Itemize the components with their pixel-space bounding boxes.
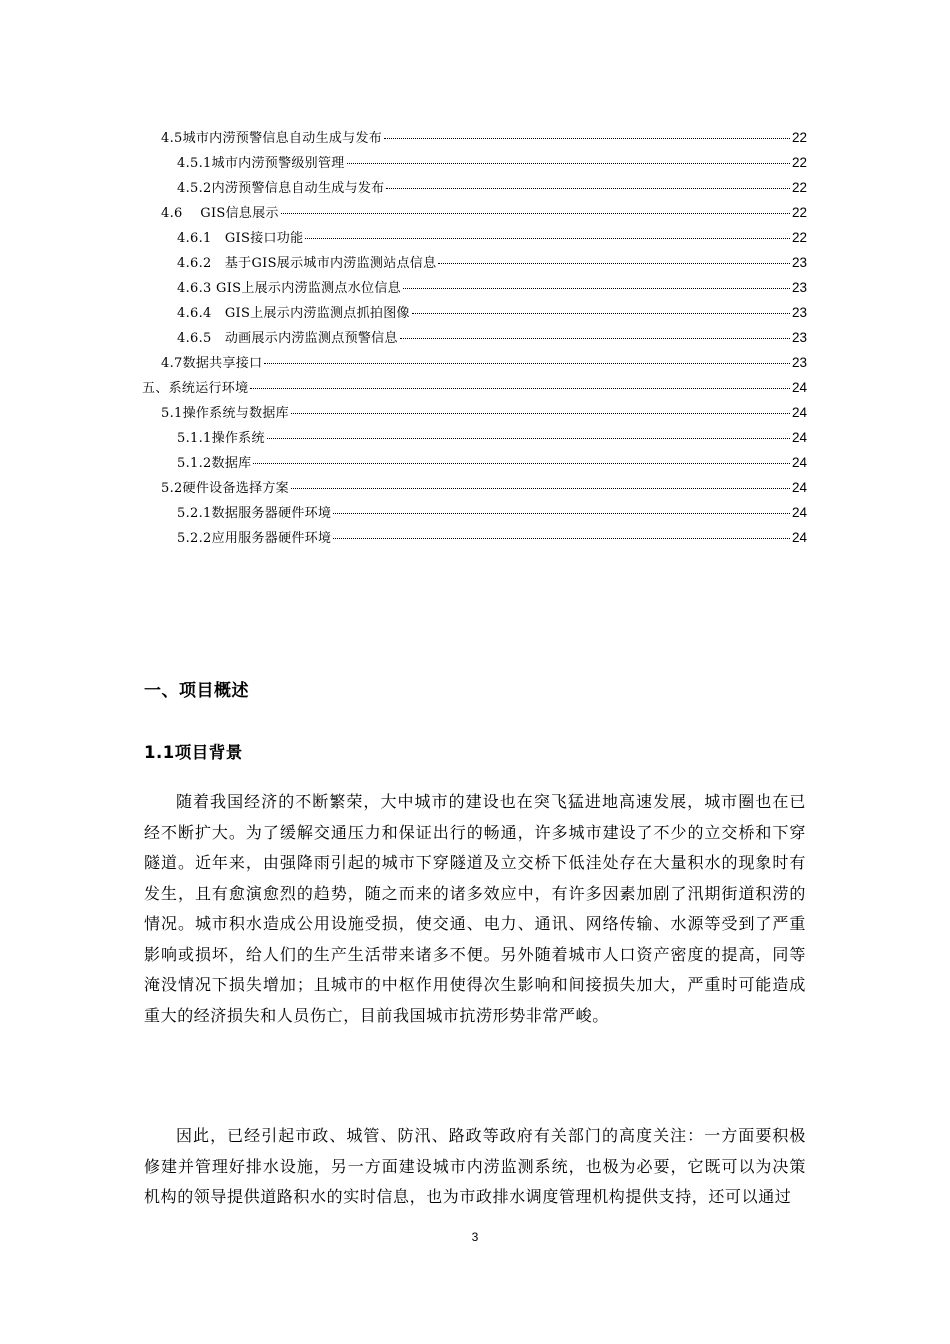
toc-dot-leader [438, 263, 790, 264]
toc-entry-page: 22 [791, 205, 807, 220]
body-paragraph-2: 因此，已经引起市政、城管、防汛、路政等政府有关部门的高度关注：一方面要积极修建并管理好排水设施，另一方面建设城市内涝监测系统，也极为必要，它既可以为决策机构的领导提供道路积水的实时信息，也为市政排水调度管理机构提供支持，还可以通过 [144, 1126, 806, 1206]
toc-entry[interactable] [142, 175, 807, 200]
toc-entry-page: 23 [791, 280, 807, 295]
toc-entry[interactable] [142, 250, 807, 275]
toc-dot-leader [291, 488, 790, 489]
toc-entry-title: 4.5城市内涝预警信息自动生成与发布 [161, 131, 383, 146]
toc-entry-page: 23 [791, 305, 807, 320]
toc-entry[interactable] [142, 300, 807, 325]
toc-entry-title: 4.6.5 动画展示内涝监测点预警信息 [177, 331, 398, 346]
toc-entry-page: 24 [791, 505, 807, 520]
toc-entry-page: 22 [791, 180, 807, 195]
toc-entry-title: 4.6.2 基于GIS展示城市内涝监测站点信息 [177, 256, 437, 271]
toc-entry[interactable] [142, 350, 807, 375]
toc-entry-page: 22 [791, 155, 807, 170]
toc-entry[interactable] [142, 400, 807, 425]
toc-entry[interactable] [142, 500, 807, 525]
toc-entry-page: 24 [791, 405, 807, 420]
page-number: 3 [471, 1230, 479, 1244]
toc-entry-page: 24 [791, 480, 807, 495]
toc-dot-leader [250, 388, 790, 389]
toc-entry[interactable] [142, 375, 807, 400]
toc-entry-title: 5.2.1数据服务器硬件环境 [177, 506, 332, 521]
toc-entry-title: 5.1.2数据库 [177, 456, 252, 471]
toc-dot-leader [253, 463, 789, 464]
toc-entry-page: 24 [791, 380, 807, 395]
toc-entry-page: 24 [791, 430, 807, 445]
toc-entry-page: 23 [791, 330, 807, 345]
toc-entry-page: 24 [791, 530, 807, 545]
subsection-heading-project-background: 1.1项目背景 [144, 743, 243, 762]
toc-entry[interactable] [142, 225, 807, 250]
toc-dot-leader [333, 538, 790, 539]
toc-dot-leader [333, 513, 790, 514]
toc-dot-leader [412, 313, 790, 314]
toc-entry-title: 4.6.1 GIS接口功能 [177, 231, 304, 246]
body-paragraph-1: 随着我国经济的不断繁荣，大中城市的建设也在突飞猛进地高速发展，城市圈也在已经不断扩大。为了缓解交通压力和保证出行的畅通，许多城市建设了不少的立交桥和下穿隧道。近年来，由强降雨引起的城市下穿隧道及立交桥下低洼处存在大量积水的现象时有发生，且有愈演愈烈的趋势，随之而来的诸多效应中，有许多因素加剧了汛期街道积涝的情况。城市积水造成公用设施受损，使交通、电力、通讯、网络传输、水源等受到了严重影响或损坏，给人们的生产生活带来诸多不便。另外随着城市人口资产密度的提高，同等淹没情况下损失增加；且城市的中枢作用使得次生影响和间接损失加大，严重时可能造成重大的经济损失和人员伤亡，目前我国城市抗涝形势非常严峻。 [144, 792, 806, 1025]
toc-dot-leader [281, 213, 790, 214]
toc-dot-leader [267, 438, 790, 439]
toc-entry-title: 5.2.2应用服务器硬件环境 [177, 531, 332, 546]
toc-entry-title: 4.5.2内涝预警信息自动生成与发布 [177, 181, 385, 196]
toc-dot-leader [386, 188, 789, 189]
toc-entry[interactable] [142, 125, 807, 150]
toc-entry-title: 5.1操作系统与数据库 [161, 406, 289, 421]
toc-entry-title: 五、系统运行环境 [142, 381, 249, 396]
toc-entry-title: 4.7数据共享接口 [161, 356, 263, 371]
toc-entry[interactable] [142, 150, 807, 175]
toc-dot-leader [291, 413, 790, 414]
toc-entry[interactable] [142, 275, 807, 300]
toc-dot-leader [384, 138, 790, 139]
toc-dot-leader [264, 363, 790, 364]
toc-entry-title: 4.6.3 GIS上展示内涝监测点水位信息 [177, 281, 401, 296]
toc-entry-page: 22 [791, 130, 807, 145]
toc-entry[interactable] [142, 200, 807, 225]
toc-dot-leader [400, 338, 790, 339]
table-of-contents [142, 125, 807, 550]
toc-entry-title: 4.5.1城市内涝预警级别管理 [177, 156, 345, 171]
toc-entry-page: 23 [791, 255, 807, 270]
toc-entry[interactable] [142, 450, 807, 475]
toc-entry[interactable] [142, 325, 807, 350]
toc-dot-leader [347, 163, 790, 164]
section-heading-project-overview: 一、项目概述 [144, 681, 249, 701]
toc-entry-title: 4.6 GIS信息展示 [161, 206, 279, 221]
toc-entry-title: 5.2硬件设备选择方案 [161, 481, 289, 496]
toc-entry[interactable] [142, 425, 807, 450]
toc-entry[interactable] [142, 475, 807, 500]
toc-entry-page: 23 [791, 355, 807, 370]
toc-entry[interactable] [142, 525, 807, 550]
toc-entry-page: 24 [791, 455, 807, 470]
toc-dot-leader [403, 288, 790, 289]
toc-entry-title: 5.1.1操作系统 [177, 431, 265, 446]
toc-entry-page: 22 [791, 230, 807, 245]
toc-entry-title: 4.6.4 GIS上展示内涝监测点抓拍图像 [177, 306, 410, 321]
toc-dot-leader [305, 238, 790, 239]
